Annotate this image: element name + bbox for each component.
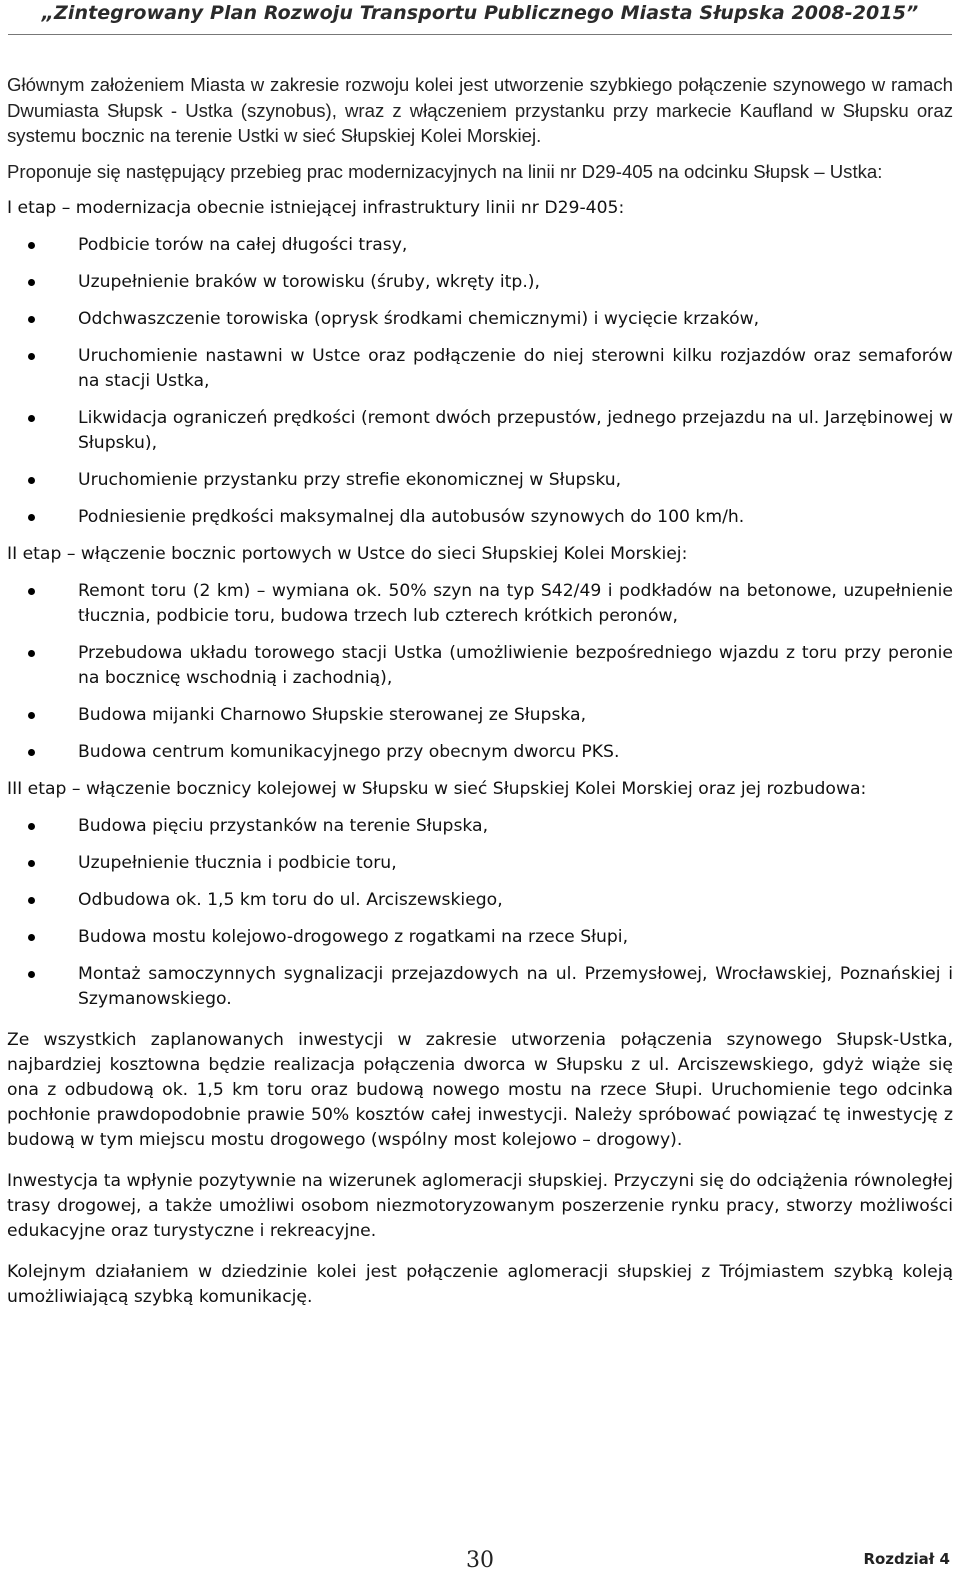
bullet-icon [28, 650, 35, 657]
list-item-text: Likwidacja ograniczeń prędkości (remont dwóch przepustów, jednego przejazdu na ul. Jarzębinowej w Słupsku), [78, 408, 953, 453]
list-item [7, 307, 953, 332]
bullet-icon [28, 897, 35, 904]
stage-1-title: I etap – modernizacja obecnie istniejącej infrastruktury linii nr D29-405: [7, 198, 625, 218]
bullet-icon [28, 316, 35, 323]
list-item-text: Uzupełnienie tłucznia i podbicie toru, [78, 853, 397, 873]
list-item [7, 344, 953, 394]
stage-2-title: II etap – włączenie bocznic portowych w Ustce do sieci Słupskiej Kolei Morskiej: [7, 544, 688, 564]
bullet-icon [28, 477, 35, 484]
list-item-text: Budowa mostu kolejowo-drogowego z rogatkami na rzece Słupi, [78, 927, 629, 947]
list-item-text: Uruchomienie przystanku przy strefie ekonomicznej w Słupsku, [78, 470, 622, 490]
list-item [7, 888, 953, 913]
list-item-text: Uzupełnienie braków w torowisku (śruby, wkręty itp.), [78, 272, 540, 292]
document-body [7, 72, 953, 1310]
page-number: 30 [466, 1548, 494, 1573]
list-item [7, 579, 953, 629]
chapter-label: Rozdział 4 [863, 1550, 950, 1568]
list-item-text: Podbicie torów na całej długości trasy, [78, 235, 408, 255]
document-header-title: „Zintegrowany Plan Rozwoju Transportu Publicznego Miasta Słupska 2008-2015” [41, 2, 919, 24]
bullet-icon [28, 971, 35, 978]
list-item-text: Odchwaszczenie torowiska (oprysk środkami chemicznymi) i wycięcie krzaków, [78, 309, 760, 329]
list-item [7, 233, 953, 258]
list-item [7, 641, 953, 691]
bullet-icon [28, 514, 35, 521]
list-item [7, 468, 953, 493]
bullet-icon [28, 353, 35, 360]
list-item-text: Przebudowa układu torowego stacji Ustka (umożliwienie bezpośredniego wjazdu z toru przy peronie na bocznicę wschodnią i zachodnią), [78, 643, 953, 688]
stage-3-title: III etap – włączenie bocznicy kolejowej w Słupsku w sieć Słupskiej Kolei Morskiej oraz jej rozbudowa: [7, 779, 867, 799]
bullet-icon [28, 749, 35, 756]
list-item [7, 962, 953, 1012]
summary-paragraph-3: Kolejnym działaniem w dziedzinie kolei jest połączenie aglomeracji słupskiej z Trójmiastem szybką koleją umożliwiającą szybką komunikację. [7, 1262, 953, 1307]
summary-paragraph-1: Ze wszystkich zaplanowanych inwestycji w zakresie utworzenia połączenia szynowego Słupsk-Ustka, najbardziej kosztowna będzie realizacja połączenia dworca w Słupsku z ul. Arciszewskiego, gdyż wiąże się ona z odbudową ok. 1,5 km toru oraz budową nowego mostu na rzece Słupi. Uruchomienie tego odcinka pochłonie prawdopodobnie prawie 50% kosztów całej inwestycji. Należy spróbować powiązać tę inwestycję z budową w tym miejscu mostu drogowego (wspólny most kolejowo – drogowy). [7, 1030, 953, 1150]
list-item [7, 740, 953, 765]
bullet-icon [28, 823, 35, 830]
list-item-text: Montaż samoczynnych sygnalizacji przejazdowych na ul. Przemysłowej, Wrocławskiej, Poznańskiej i Szymanowskiego. [78, 964, 953, 1009]
stage-1-list [7, 233, 953, 530]
bullet-icon [28, 242, 35, 249]
stage-2-list [7, 579, 953, 765]
list-item-text: Odbudowa ok. 1,5 km toru do ul. Arciszewskiego, [78, 890, 503, 910]
list-item-text: Remont toru (2 km) – wymiana ok. 50% szyn na typ S42/49 i podkładów na betonowe, uzupełnienie tłucznia, podbicie toru, budowa trzech lub czterech krótkich peronów, [78, 581, 953, 626]
list-item [7, 814, 953, 839]
bullet-icon [28, 712, 35, 719]
list-item [7, 406, 953, 456]
list-item-text: Budowa centrum komunikacyjnego przy obecnym dworcu PKS. [78, 742, 620, 762]
bullet-icon [28, 934, 35, 941]
stage-3-list [7, 814, 953, 1012]
header-divider [8, 34, 952, 35]
proposal-paragraph: Proponuje się następujący przebieg prac modernizacyjnych na linii nr D29-405 na odcinku Słupsk – Ustka: [7, 160, 883, 182]
list-item [7, 505, 953, 530]
list-item-text: Uruchomienie nastawni w Ustce oraz podłączenie do niej sterowni kilku rozjazdów oraz semaforów na stacji Ustka, [78, 346, 953, 391]
list-item-text: Budowa pięciu przystanków na terenie Słupska, [78, 816, 489, 836]
list-item-text: Budowa mijanki Charnowo Słupskie sterowanej ze Słupska, [78, 705, 587, 725]
bullet-icon [28, 279, 35, 286]
list-item [7, 925, 953, 950]
intro-paragraph: Głównym założeniem Miasta w zakresie rozwoju kolei jest utworzenie szybkiego połączenie szynowego w ramach Dwumiasta Słupsk - Ustka (szynobus), wraz z włączeniem przystanku przy markecie Kaufland w Słupsku oraz systemu bocznic na terenie Ustki w sieć Słupskiej Kolei Morskiej. [7, 74, 953, 146]
list-item [7, 270, 953, 295]
list-item-text: Podniesienie prędkości maksymalnej dla autobusów szynowych do 100 km/h. [78, 507, 745, 527]
bullet-icon [28, 415, 35, 422]
bullet-icon [28, 860, 35, 867]
summary-paragraph-2: Inwestycja ta wpłynie pozytywnie na wizerunek aglomeracji słupskiej. Przyczyni się do odciążenia równoległej trasy drogowej, a także umożliwi osobom niezmotoryzowanym poszerzenie rynku pracy, stworzy możliwości edukacyjne oraz turystyczne i rekreacyjne. [7, 1171, 953, 1241]
list-item [7, 703, 953, 728]
bullet-icon [28, 588, 35, 595]
list-item [7, 851, 953, 876]
